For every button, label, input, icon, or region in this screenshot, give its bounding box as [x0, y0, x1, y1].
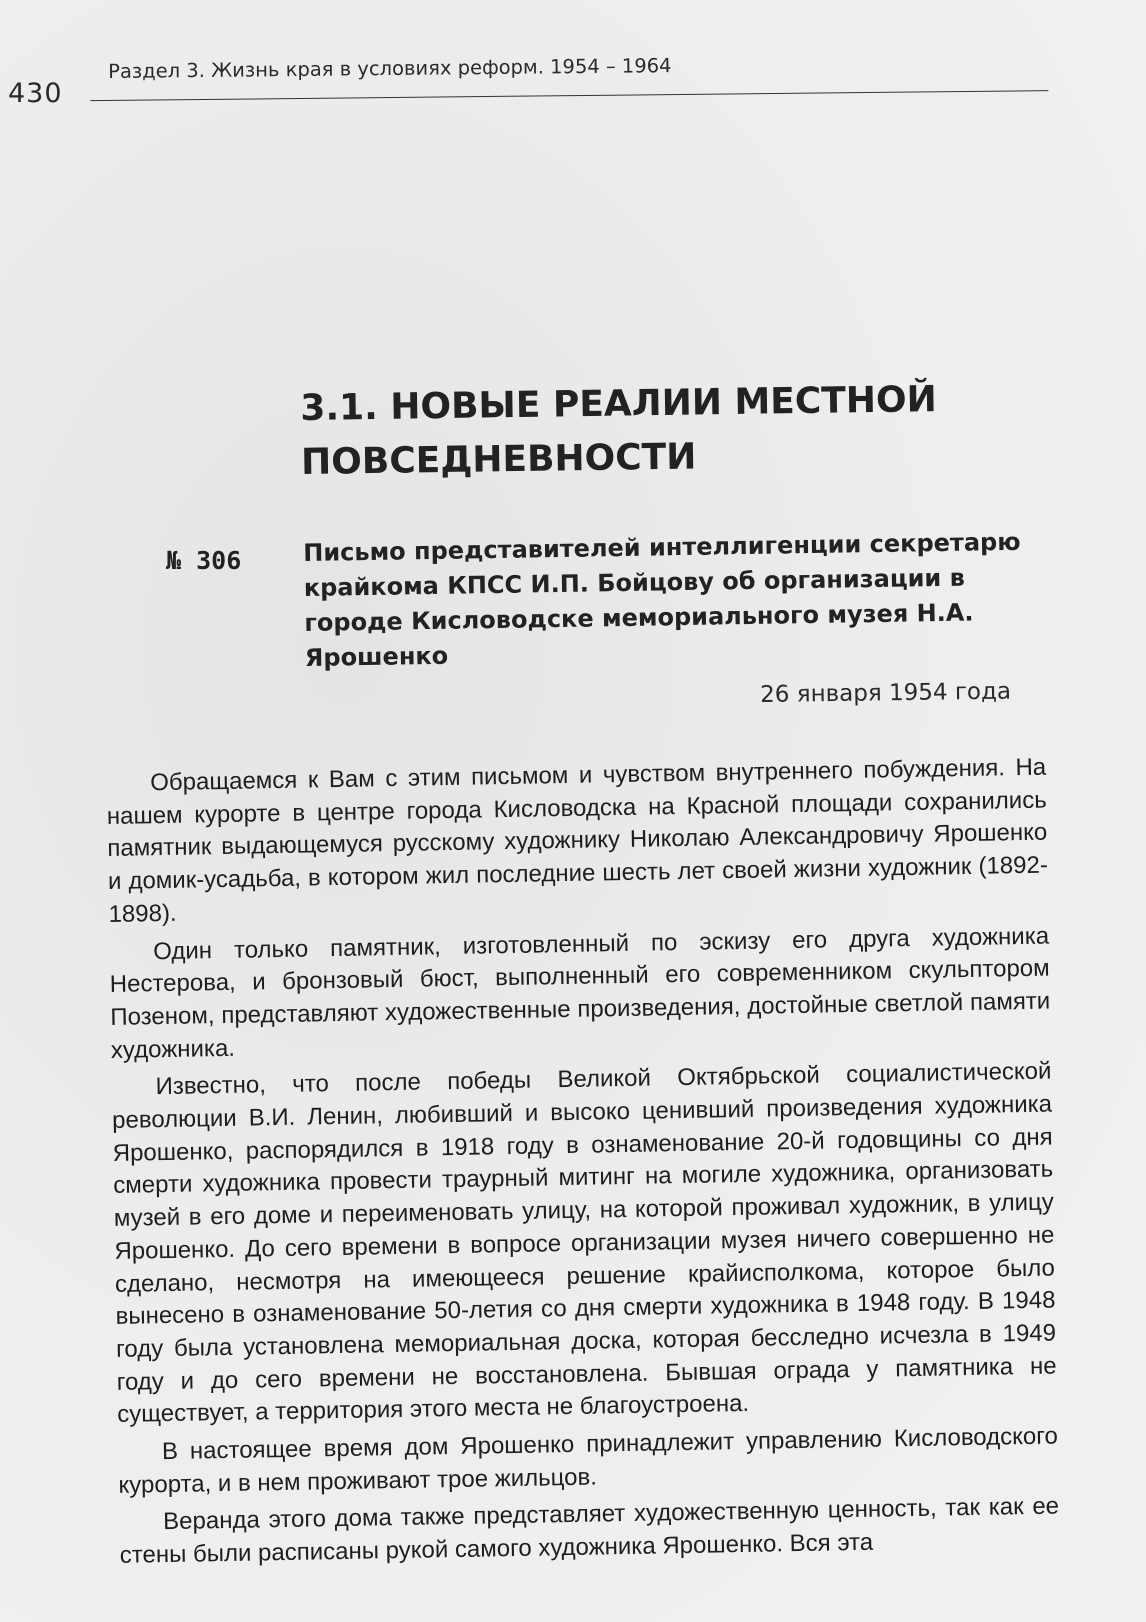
- header-rule: [90, 90, 1048, 101]
- page-number: 430: [8, 78, 63, 109]
- paragraph: Веранда этого дома также представляет художественную ценность, так как ее стены были расписаны рукой самого художника Ярошенко. Вся эта: [119, 1492, 1060, 1570]
- paragraph: В настоящее время дом Ярошенко принадлежит управлению Кисловодского курорта, и в нем проживают трое жильцов.: [118, 1422, 1059, 1499]
- document-number: № 306: [166, 546, 242, 575]
- letter-body: [106, 752, 1060, 1578]
- paragraph: Известно, что после победы Великой Октябрьской социалистической революции В.И. Ленин, любивший и высоко ценивший произведения художника Ярошенко, распорядился в 1918 году в ознаменование 20-й годовщины со дня смерти художника провести траурный митинг на могиле художника, организовать музей в его доме и переименовать улицу, на которой проживал художник, в улицу Ярошенко. До сего времени в вопросе организации музея ничего совершенно не сделано, несмотря на имеющееся решение крайисполкома, которое было вынесено в ознаменование 50-летия со дня смерти художника в 1948 году. В 1948 году была установлена мемориальная доска, которая бесследно исчезла в 1949 году и до сего времени не восстановлена. Бывшая ограда у памятника не существует, а территория этого места не благоустроена.: [111, 1057, 1057, 1429]
- document-title: Письмо представителей интеллигенции секретарю крайкома КПСС И.П. Бойцову об организации в городе Кисловодске мемориального музея Н.А. Ярошенко: [303, 527, 1021, 672]
- section-title: 3.1. НОВЫЕ РЕАЛИИ МЕСТНОЙ ПОВСЕДНЕВНОСТИ: [300, 379, 937, 483]
- running-head: [106, 50, 1046, 83]
- running-head-text: Раздел 3. Жизнь края в условиях реформ. 1954 – 1964: [107, 54, 672, 83]
- document-date: 26 января 1954 года: [760, 678, 1012, 708]
- paragraph: Один только памятник, изготовленный по эскизу его друга художника Нестерова, и бронзовый бюст, выполненный его современником скульптором Позеном, представляют художественные произведения, достойные светлой памяти художника.: [109, 922, 1051, 1064]
- paragraph: Обращаемся к Вам с этим письмом и чувством внутреннего побуждения. На нашем курорте в центре города Кисловодска на Красной площади сохранились памятник выдающемуся русскому художнику Николаю Александровичу Ярошенко и домик-усадьба, в котором жил последние шесть лет своей жизни художник (1892-1898).: [106, 753, 1049, 928]
